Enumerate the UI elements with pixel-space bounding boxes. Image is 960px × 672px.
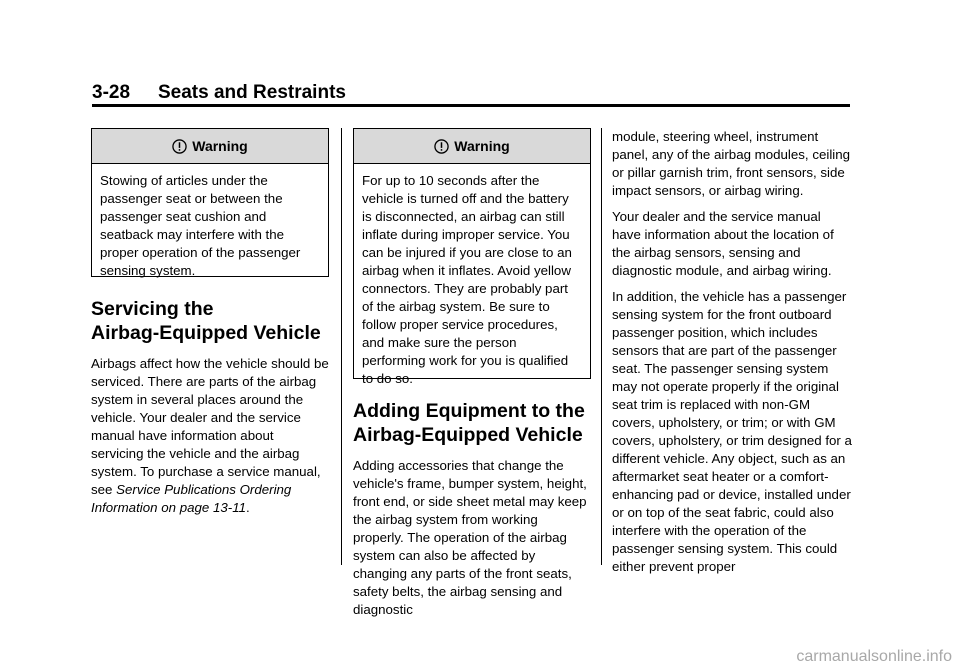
column-3: [612, 128, 852, 576]
paragraph-1: module, steering wheel, instrument panel, any of the airbag modules, ceiling or pillar garnish trim, front sensors, side impact sensors, or airbag wiring.: [612, 129, 851, 198]
warning-header: [354, 129, 590, 164]
warning-header: [92, 129, 328, 164]
warning-icon: [172, 139, 187, 154]
warning-icon: [434, 139, 449, 154]
section-title: Seats and Restraints: [158, 82, 346, 103]
body-text: Airbags affect how the vehicle should be serviced. There are parts of the airbag system in several places around the vehicle. Your dealer and the service manual have information about servicing the vehicle and the airbag system. To purchase a service manual, see: [91, 356, 329, 497]
link-suffix: .: [246, 500, 250, 515]
header-rule: [92, 104, 850, 107]
heading-line-1: Servicing the: [91, 298, 214, 320]
warning-box: [353, 128, 591, 386]
warning-text: Stowing of articles under the passenger seat or between the passenger seat cushion and seatback may interfere with the proper operation of the passenger sensing system.: [100, 173, 301, 278]
warning-label: Warning: [192, 138, 248, 154]
column-2: [353, 128, 591, 619]
body-paragraph: [91, 355, 329, 517]
page-number: 3-28: [92, 82, 131, 103]
column-divider-left: [341, 128, 342, 565]
warning-box: [91, 128, 329, 277]
paragraph-3: In addition, the vehicle has a passenger sensing system for the front outboard passenger position, which includes sensors that are part of the passenger seat. The passenger sensing system may not operate properly if the original seat trim is replaced with non-GM covers, upholstery, or trim; or with GM covers, upholstery, or trim designed for a different vehicle. Any object, such as an aftermarket seat heater or a comfort-enhancing pad or device, installed under or on top of the seat fabric, could also interfere with the operation of the passenger sensing system. This could either prevent proper: [612, 289, 852, 574]
cross-reference-link[interactable]: Service Publications Ordering Information on page 13-11: [91, 482, 292, 515]
body-paragraph: Adding accessories that change the vehicle's frame, bumper system, height, front end, or side sheet metal may keep the airbag system from working properly. The operation of the airbag system can also be affected by changing any parts of the front seats, safety belts, the airbag sensing and diagnostic: [353, 458, 587, 617]
column-1: [91, 128, 329, 517]
warning-text: For up to 10 seconds after the vehicle is turned off and the battery is disconnected, an airbag can still inflate during improper service. You can be injured if you are close to an airbag when it inflates. Avoid yellow connectors. They are probably part of the airbag system. Be sure to follow proper service procedures, and make sure the person performing work for you is qualified to do so.: [362, 173, 572, 386]
column-divider-right: [601, 128, 602, 565]
heading-line-2: Airbag-Equipped Vehicle: [91, 322, 321, 344]
watermark: carmanualsonline.info: [796, 648, 952, 665]
warning-label: Warning: [454, 138, 510, 154]
heading-line-2: Airbag-Equipped Vehicle: [353, 424, 583, 446]
heading-line-1: Adding Equipment to the: [353, 400, 585, 422]
paragraph-2: Your dealer and the service manual have information about the location of the airbag sensors, sensing and diagnostic module, and airbag wiring.: [612, 209, 834, 278]
section-heading: [353, 399, 591, 447]
page-header: [92, 78, 850, 106]
section-heading: [91, 297, 329, 345]
